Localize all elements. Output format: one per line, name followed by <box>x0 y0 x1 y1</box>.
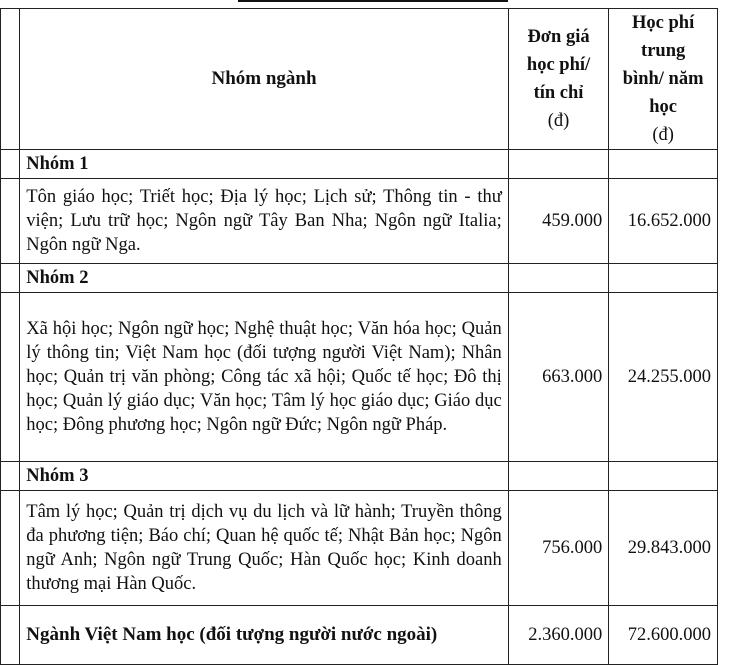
tuition-fee-table <box>0 8 718 665</box>
final-major-label: Ngành Việt Nam học (đối tượng người nước ngoài) <box>20 606 508 665</box>
empty-cell <box>609 462 718 491</box>
empty-cell <box>508 264 609 293</box>
average-fee-value: 16.652.000 <box>609 179 718 264</box>
header-unit-price-line: học phí/ <box>526 55 591 75</box>
group-title-row <box>1 462 718 491</box>
group-majors: Tâm lý học; Quản trị dịch vụ du lịch và lữ hành; Truyền thông đa phương tiện; Báo chí; Quan hệ quốc tế; Nhật Bản học; Ngôn ngữ Anh; Ngôn ngữ Trung Quốc; Hàn Quốc học; Kinh doanh thương mại Hàn Quốc. <box>20 491 508 606</box>
group-title-row <box>1 150 718 179</box>
row-stub <box>1 606 20 665</box>
group-title: Nhóm 3 <box>20 462 508 491</box>
group-majors-row <box>1 179 718 264</box>
group-title: Nhóm 1 <box>20 150 508 179</box>
empty-cell <box>508 150 609 179</box>
group-title-row <box>1 264 718 293</box>
group-majors: Xã hội học; Ngôn ngữ học; Nghệ thuật học; Văn hóa học; Quản lý thông tin; Việt Nam học (đối tượng người Việt Nam); Nhân học; Quản trị văn phòng; Công tác xã hội; Quốc tế học; Đô thị học; Quản lý giáo dục; Văn học; Tâm lý học giáo dục; Giáo dục học; Đông phương học; Ngôn ngữ Đức; Ngôn ngữ Pháp. <box>20 293 508 462</box>
row-stub <box>1 179 20 264</box>
header-average-fee-line: bình/ năm <box>622 69 704 89</box>
group-majors-row <box>1 491 718 606</box>
row-stub <box>1 9 20 150</box>
header-average-fee-currency: (đ) <box>652 125 674 145</box>
header-unit-price-line: Đơn giá <box>527 27 590 47</box>
empty-cell <box>609 264 718 293</box>
group-majors-row <box>1 293 718 462</box>
unit-price-value: 663.000 <box>508 293 609 462</box>
row-stub <box>1 462 20 491</box>
row-stub <box>1 293 20 462</box>
header-average-fee <box>609 9 718 150</box>
header-average-fee-line: trung <box>641 41 686 61</box>
unit-price-value: 756.000 <box>508 491 609 606</box>
table-header-row <box>1 9 718 150</box>
cropped-top-underline <box>238 0 508 2</box>
unit-price-value: 459.000 <box>508 179 609 264</box>
header-unit-price-currency: (đ) <box>547 111 570 131</box>
row-stub <box>1 264 20 293</box>
group-title: Nhóm 2 <box>20 264 508 293</box>
final-major-row <box>1 606 718 665</box>
empty-cell <box>609 150 718 179</box>
header-average-fee-line: học <box>649 97 678 117</box>
empty-cell <box>508 462 609 491</box>
group-majors: Tôn giáo học; Triết học; Địa lý học; Lịch sử; Thông tin - thư viện; Lưu trữ học; Ngôn ngữ Tây Ban Nha; Ngôn ngữ Italia; Ngôn ngữ Nga. <box>20 179 508 264</box>
header-unit-price <box>508 9 609 150</box>
header-average-fee-line: Học phí <box>632 13 695 33</box>
row-stub <box>1 491 20 606</box>
header-group-column: Nhóm ngành <box>20 9 508 150</box>
unit-price-value: 2.360.000 <box>508 606 609 665</box>
average-fee-value: 24.255.000 <box>609 293 718 462</box>
header-unit-price-line: tín chỉ <box>533 83 584 103</box>
average-fee-value: 72.600.000 <box>609 606 718 665</box>
row-stub <box>1 150 20 179</box>
average-fee-value: 29.843.000 <box>609 491 718 606</box>
